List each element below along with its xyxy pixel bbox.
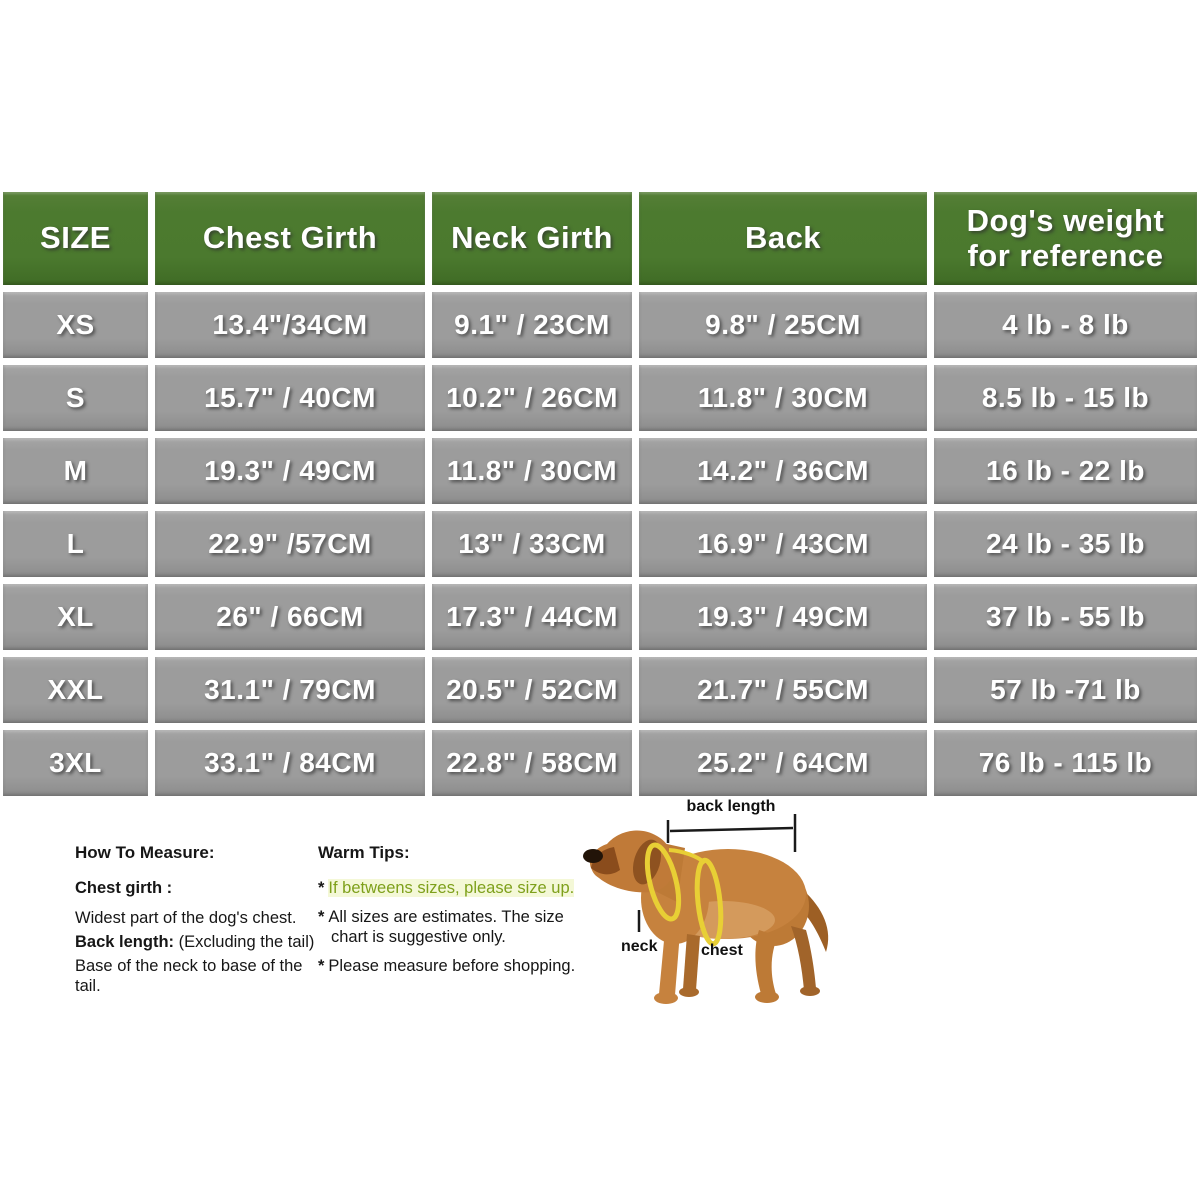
back-length-description: Base of the neck to base of the tail. xyxy=(75,957,303,996)
back-length-note: (Excluding the tail) xyxy=(178,932,315,951)
cell-neck: 9.1" / 23CM xyxy=(432,292,632,358)
back-length-label: Back length: xyxy=(75,932,175,951)
dog-body-shapes xyxy=(583,830,828,1004)
cell-neck: 17.3" / 44CM xyxy=(432,584,632,650)
tip-estimates-text-line1: All sizes are estimates. The size xyxy=(328,907,564,926)
cell-neck: 20.5" / 52CM xyxy=(432,657,632,723)
dog-rear-leg-far xyxy=(791,926,816,990)
cell-back: 11.8" / 30CM xyxy=(639,365,927,431)
cell-weight: 16 lb - 22 lb xyxy=(934,438,1197,504)
back-length-bracket xyxy=(668,814,795,852)
cell-neck: 11.8" / 30CM xyxy=(432,438,632,504)
tip-measure-first xyxy=(318,956,580,976)
bullet-icon: * xyxy=(318,907,325,926)
back-length-diagram-label: back length xyxy=(686,798,776,815)
cell-chest: 26" / 66CM xyxy=(155,584,425,650)
header-cell-weight: Dog's weight for reference xyxy=(934,192,1197,285)
cell-size: M xyxy=(3,438,148,504)
cell-back: 14.2" / 36CM xyxy=(639,438,927,504)
cell-neck: 22.8" / 58CM xyxy=(432,730,632,796)
cell-size: S xyxy=(3,365,148,431)
warm-tips-title: Warm Tips: xyxy=(318,843,410,862)
dog-nose xyxy=(583,849,603,863)
chest-diagram-label: chest xyxy=(701,942,743,959)
cell-chest: 22.9" /57CM xyxy=(155,511,425,577)
cell-back: 25.2" / 64CM xyxy=(639,730,927,796)
cell-chest: 31.1" / 79CM xyxy=(155,657,425,723)
tip-size-up-text: If betweens sizes, please size up. xyxy=(328,878,575,897)
cell-size: XL xyxy=(3,584,148,650)
cell-size: XS xyxy=(3,292,148,358)
how-to-measure-block xyxy=(75,843,325,996)
dog-rear-leg xyxy=(755,930,778,994)
dog-rear-paw xyxy=(755,991,779,1003)
cell-chest: 19.3" / 49CM xyxy=(155,438,425,504)
neck-diagram-label: neck xyxy=(621,938,658,955)
cell-neck: 13" / 33CM xyxy=(432,511,632,577)
cell-weight: 76 lb - 115 lb xyxy=(934,730,1197,796)
dog-front-paw xyxy=(654,992,678,1004)
cell-neck: 10.2" / 26CM xyxy=(432,365,632,431)
cell-chest: 13.4"/34CM xyxy=(155,292,425,358)
cell-back: 21.7" / 55CM xyxy=(639,657,927,723)
cell-chest: 15.7" / 40CM xyxy=(155,365,425,431)
size-chart-table xyxy=(3,192,1197,796)
cell-weight: 57 lb -71 lb xyxy=(934,657,1197,723)
header-cell-back: Back xyxy=(639,192,927,285)
tip-measure-first-text: Please measure before shopping. xyxy=(328,957,576,976)
cell-back: 9.8" / 25CM xyxy=(639,292,927,358)
cell-chest: 33.1" / 84CM xyxy=(155,730,425,796)
bullet-icon: * xyxy=(318,878,325,897)
cell-weight: 4 lb - 8 lb xyxy=(934,292,1197,358)
dog-measurement-diagram xyxy=(563,790,863,1020)
bullet-icon: * xyxy=(318,957,325,976)
header-cell-neck: Neck Girth xyxy=(432,192,632,285)
cell-weight: 24 lb - 35 lb xyxy=(934,511,1197,577)
dog-rear-paw-far xyxy=(800,986,820,996)
cell-size: L xyxy=(3,511,148,577)
tip-estimates xyxy=(318,907,580,947)
header-cell-chest: Chest Girth xyxy=(155,192,425,285)
cell-weight: 37 lb - 55 lb xyxy=(934,584,1197,650)
tip-estimates-text-line2: chart is suggestive only. xyxy=(331,927,506,946)
dog-illustration xyxy=(563,790,863,1020)
cell-size: XXL xyxy=(3,657,148,723)
back-length-line xyxy=(75,932,325,952)
header-cell-size: SIZE xyxy=(3,192,148,285)
tip-size-up xyxy=(318,878,580,898)
dog-front-leg-far xyxy=(683,934,700,990)
warm-tips-block xyxy=(318,843,580,985)
chest-girth-label: Chest girth : xyxy=(75,878,173,897)
cell-back: 16.9" / 43CM xyxy=(639,511,927,577)
how-to-measure-title: How To Measure: xyxy=(75,843,215,862)
chest-girth-description: Widest part of the dog's chest. xyxy=(75,908,297,927)
cell-size: 3XL xyxy=(3,730,148,796)
cell-weight: 8.5 lb - 15 lb xyxy=(934,365,1197,431)
cell-back: 19.3" / 49CM xyxy=(639,584,927,650)
dog-front-paw-far xyxy=(679,987,699,997)
